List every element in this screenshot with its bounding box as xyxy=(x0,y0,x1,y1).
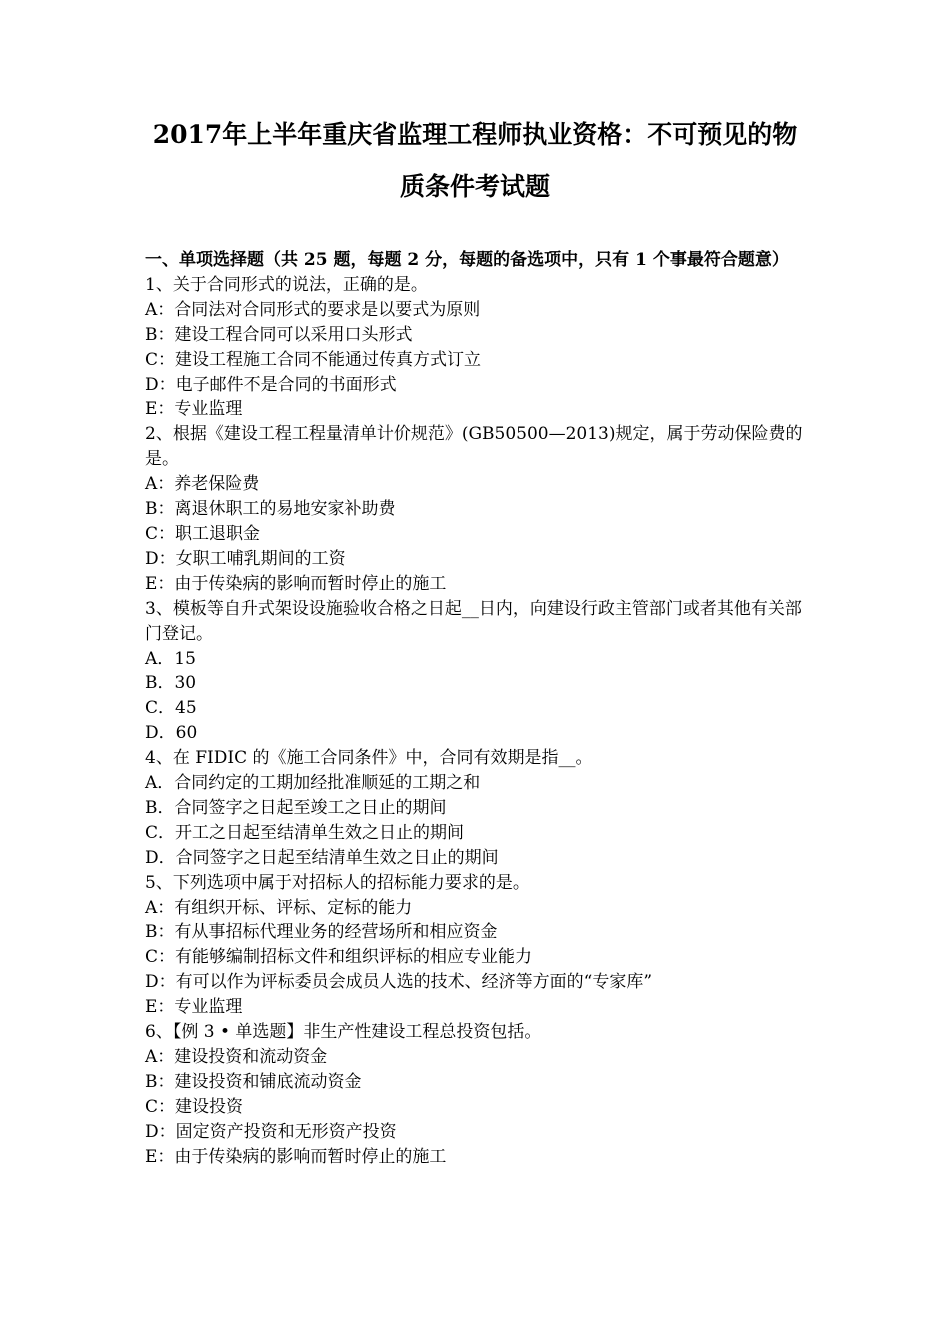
option-c: C：建设投资 xyxy=(145,1096,244,1117)
question-2 xyxy=(145,422,810,596)
question-stem: 4、在 FIDIC 的《施工合同条件》中，合同有效期是指__。 xyxy=(145,748,593,769)
option-c: C：建设工程施工合同不能通过传真方式订立 xyxy=(145,349,482,370)
option-d: D．合同签字之日起至结清单生效之日止的期间 xyxy=(145,847,499,868)
option-a: A．合同约定的工期加经批准顺延的工期之和 xyxy=(145,773,481,794)
option-b: B：建设工程合同可以采用口头形式 xyxy=(145,324,413,345)
option-b: B．30 xyxy=(145,673,197,694)
question-stem: 5、下列选项中属于对招标人的招标能力要求的是。 xyxy=(145,872,530,893)
option-c: C：职工退职金 xyxy=(145,523,261,544)
option-e: E：专业监理 xyxy=(145,399,243,420)
question-stem: 1、关于合同形式的说法，正确的是。 xyxy=(145,274,428,295)
option-a: A：合同法对合同形式的要求是以要式为原则 xyxy=(145,299,481,320)
question-stem: 2、根据《建设工程工程量清单计价规范》(GB50500—2013)规定，属于劳动保险费的是。 xyxy=(145,424,803,470)
option-d: D：有可以作为评标委员会成员人选的技术、经济等方面的“专家库” xyxy=(145,972,653,993)
option-d: D．60 xyxy=(145,723,198,744)
option-b: B：建设投资和铺底流动资金 xyxy=(145,1071,362,1092)
option-d: D：固定资产投资和无形资产投资 xyxy=(145,1121,397,1142)
option-b: B．合同签字之日起至竣工之日止的期间 xyxy=(145,797,447,818)
question-stem: 3、模板等自升式架设设施验收合格之日起__日内，向建设行政主管部门或者其他有关部门登记。 xyxy=(145,598,802,644)
question-6 xyxy=(145,1020,810,1169)
question-stem: 6、【例 3 • 单选题】非生产性建设工程总投资包括。 xyxy=(145,1022,542,1043)
option-b: B：有从事招标代理业务的经营场所和相应资金 xyxy=(145,922,498,943)
question-4 xyxy=(145,746,810,871)
question-1 xyxy=(145,273,810,422)
option-c: C．开工之日起至结清单生效之日止的期间 xyxy=(145,822,465,843)
option-a: A：有组织开标、评标、定标的能力 xyxy=(145,897,413,918)
question-3 xyxy=(145,597,810,746)
option-b: B：离退休职工的易地安家补助费 xyxy=(145,499,396,520)
option-c: C：有能够编制招标文件和组织评标的相应专业能力 xyxy=(145,947,533,968)
option-c: C．45 xyxy=(145,698,197,719)
document-body xyxy=(145,248,810,1170)
option-d: D：电子邮件不是合同的书面形式 xyxy=(145,374,397,395)
option-e: E：专业监理 xyxy=(145,997,243,1018)
section-heading: 一、单项选择题（共 25 题，每题 2 分，每题的备选项中，只有 1 个事最符合题意） xyxy=(145,250,789,270)
document-title-line-2: 质条件考试题 xyxy=(399,172,550,201)
document-title-line-1: 2017年上半年重庆省监理工程师执业资格：不可预见的物 xyxy=(152,120,798,149)
option-e: E：由于传染病的影响而暂时停止的施工 xyxy=(145,573,447,594)
option-a: A．15 xyxy=(145,648,196,669)
option-d: D：女职工哺乳期间的工资 xyxy=(145,548,346,569)
option-a: A：养老保险费 xyxy=(145,474,260,495)
option-e: E：由于传染病的影响而暂时停止的施工 xyxy=(145,1146,447,1167)
question-5 xyxy=(145,871,810,1020)
option-a: A：建设投资和流动资金 xyxy=(145,1047,328,1067)
